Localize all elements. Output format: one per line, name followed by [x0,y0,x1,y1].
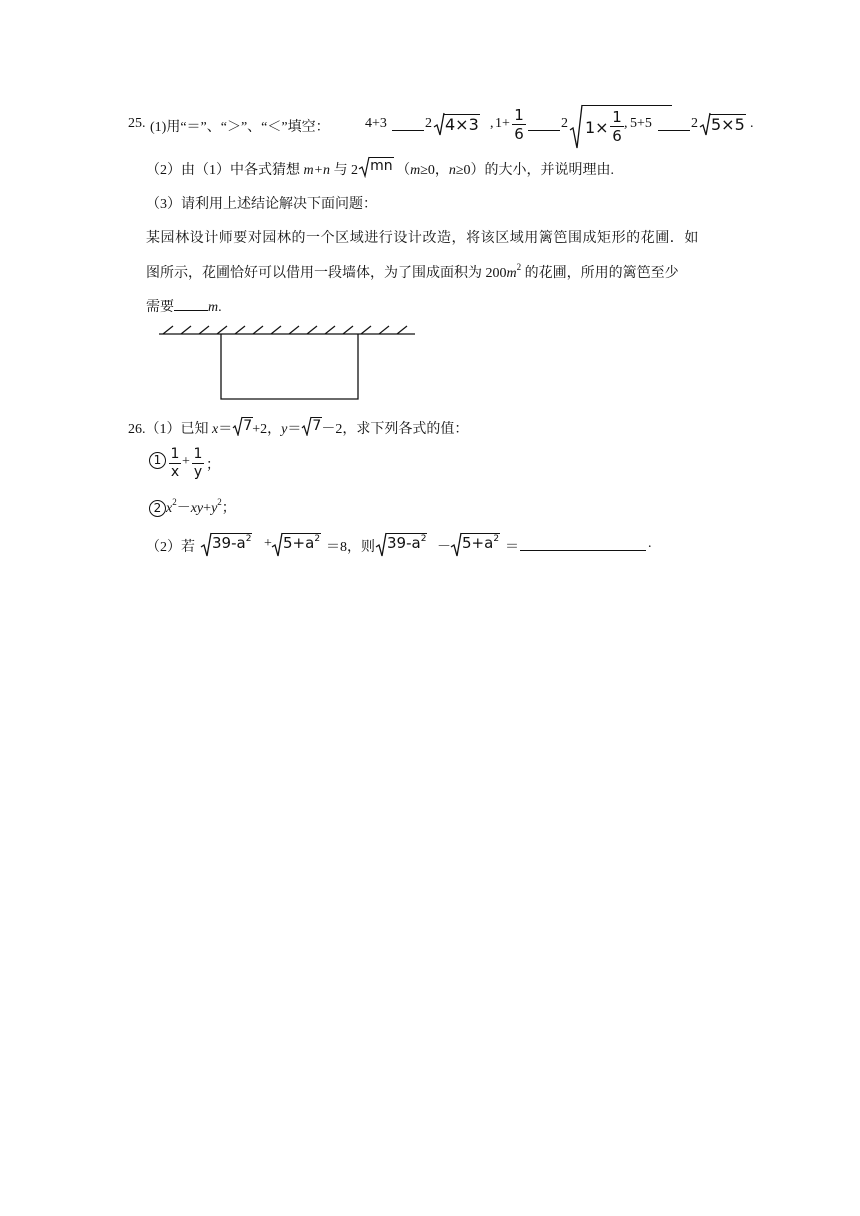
q25-p2-text-e: ≥0）的大小，并说明理由. [455,163,615,178]
q25-frac1-num: 1 [512,106,526,125]
q25-para2-sup: 2 [516,262,522,272]
q26-p2-end: . [648,536,652,551]
q26-item1-plus: + [182,454,190,469]
q26-line1 [128,418,468,440]
q25-rad1: 4×3 [445,115,479,134]
q25-p2-cond-m: m [410,163,421,178]
q25-expr3-lhs: 5+5 [630,116,652,131]
q26-y: y [281,422,288,437]
q25-para2-b: 的花圃，所用的篱笆至少 [521,266,679,281]
q25-coef2: 2 [561,116,568,131]
q26-frac1-num: 1 [170,446,180,462]
q25-expr1-lhs: 4+3 [365,116,387,131]
q26-frac2-num: 1 [193,446,203,462]
q25-part3: （3）请利用上述结论解决下面问题： [146,197,377,212]
q26-item1-frac2 [192,446,204,481]
q25-para3 [146,296,222,316]
q25-coef1: 2 [425,116,432,131]
q26-item2-sup2: 2 [217,497,222,507]
q25-coef3: 2 [691,116,698,131]
q25-blank1[interactable] [392,118,424,131]
q26-x: x [212,422,219,437]
q26-rad7-b: 7 [312,418,322,434]
q26-radA-2 [386,533,427,552]
q25-blank2[interactable] [528,118,560,131]
q25-expr2-lhs: 1+ [495,116,510,131]
q25-p2-text-b: 与 2 [330,163,359,178]
q25-p2-text-a: （2）由（1）中各式猜想 [146,163,304,178]
q26-item2-end: ； [221,501,236,516]
q26-item1-mark: 1 [149,452,166,469]
q26-radB-2 [461,533,500,552]
q25-sep1: , [490,116,494,131]
q26-item2-x: x [166,501,173,516]
q26-p2-a: （2）若 [146,540,195,555]
q25-rad2-frac [610,108,624,145]
q26-frac2-den: y [193,464,203,480]
q26-sqrt7-a [232,418,252,436]
q25-para1: 某园林设计师要对园林的一个区域进行设计改造，将该区域用篱笆围成矩形的花圃．如 [146,231,699,246]
q25-number: 25. [128,116,146,131]
q26-radB-2-sup: 2 [493,534,500,544]
garden-figure [155,322,420,402]
q25-p2-rad: mn [370,158,393,174]
q26-item2-plus: + [203,501,212,516]
q26-radA-1-text: 39-a [212,534,246,552]
q26-frac1-den: x [170,464,180,480]
q26-radB-1-text: 5+a [283,534,315,552]
q25-sep2: , [624,116,628,131]
q25-p2-cond-n: n [448,163,456,178]
q25-blank3[interactable] [658,118,690,131]
q25-period: . [750,116,754,131]
q26-item1-frac1 [169,446,181,481]
q26-p1-c: －2，求下列各式的值： [321,422,469,437]
q26-item2-mark: 2 [149,500,166,517]
q26-eq2: ＝ [287,422,302,437]
q26-p2-eq: ＝ [505,540,519,555]
q26-radB-1-sup: 2 [314,534,321,544]
q25-p2-text-d: ≥0， [420,163,449,178]
q26-radB-2-text: 5+a [462,534,494,552]
garden-fence-rect [221,334,358,399]
q26-eq1: ＝ [218,422,233,437]
q26-radA-2-sup: 2 [420,534,427,544]
q25-para2 [146,262,679,282]
q26-radA-1 [211,533,252,552]
q25-rad2-frac-den: 6 [612,127,622,145]
q26-p2-b: ＝8，则 [326,540,375,555]
q26-radA-1-sup: 2 [245,534,252,544]
q26-p2-plus: + [264,536,272,551]
q26-p1-a: （1）已知 [145,422,212,437]
q25-para3-end: . [218,300,222,315]
q25-answer-blank[interactable] [174,298,208,311]
q26-item2-sup1: 2 [172,497,177,507]
q25-frac1-den: 6 [514,125,524,143]
q26-item1-semicolon: ； [206,458,220,473]
radical-sign-icon [569,104,583,150]
wall-hatching [159,326,415,334]
q26-radB-1 [282,533,321,552]
q26-item2 [149,497,236,517]
q26-answer-blank[interactable] [520,538,646,551]
q25-para2-a: 图所示，花圃恰好可以借用一段墙体，为了围成面积为 200 [146,266,507,281]
q25-p2-text-c: （ [396,163,411,178]
q25-para2-unit: m [506,266,517,281]
q25-p1-prefix: (1)用“＝”、“＞”、“＜”填空： [150,120,330,135]
q26-p2-minus: － [437,540,451,555]
q26-rad7-a: 7 [243,418,253,434]
q25-para3-unit: m [208,300,219,315]
q25-p2-mplusn: m+n [303,163,331,178]
q26-item2-xy: xy [190,501,204,516]
q25-p2-sqrt [358,158,396,178]
q25-para3-a: 需要 [146,300,174,315]
q26-radA-2-text: 39-a [387,534,421,552]
q25-rad3: 5×5 [711,115,745,134]
q26-item2-minus: － [176,501,191,516]
q26-item2-y: y [211,501,218,516]
q26-number: 26. [128,422,146,437]
q26-p1-b: +2， [252,422,282,437]
q25-part2 [146,158,614,180]
q26-sqrt7-b [301,418,321,436]
q25-rad2-left: 1× [585,118,609,137]
q25-rad2-frac-num: 1 [610,108,624,127]
q25-frac1 [512,106,526,143]
